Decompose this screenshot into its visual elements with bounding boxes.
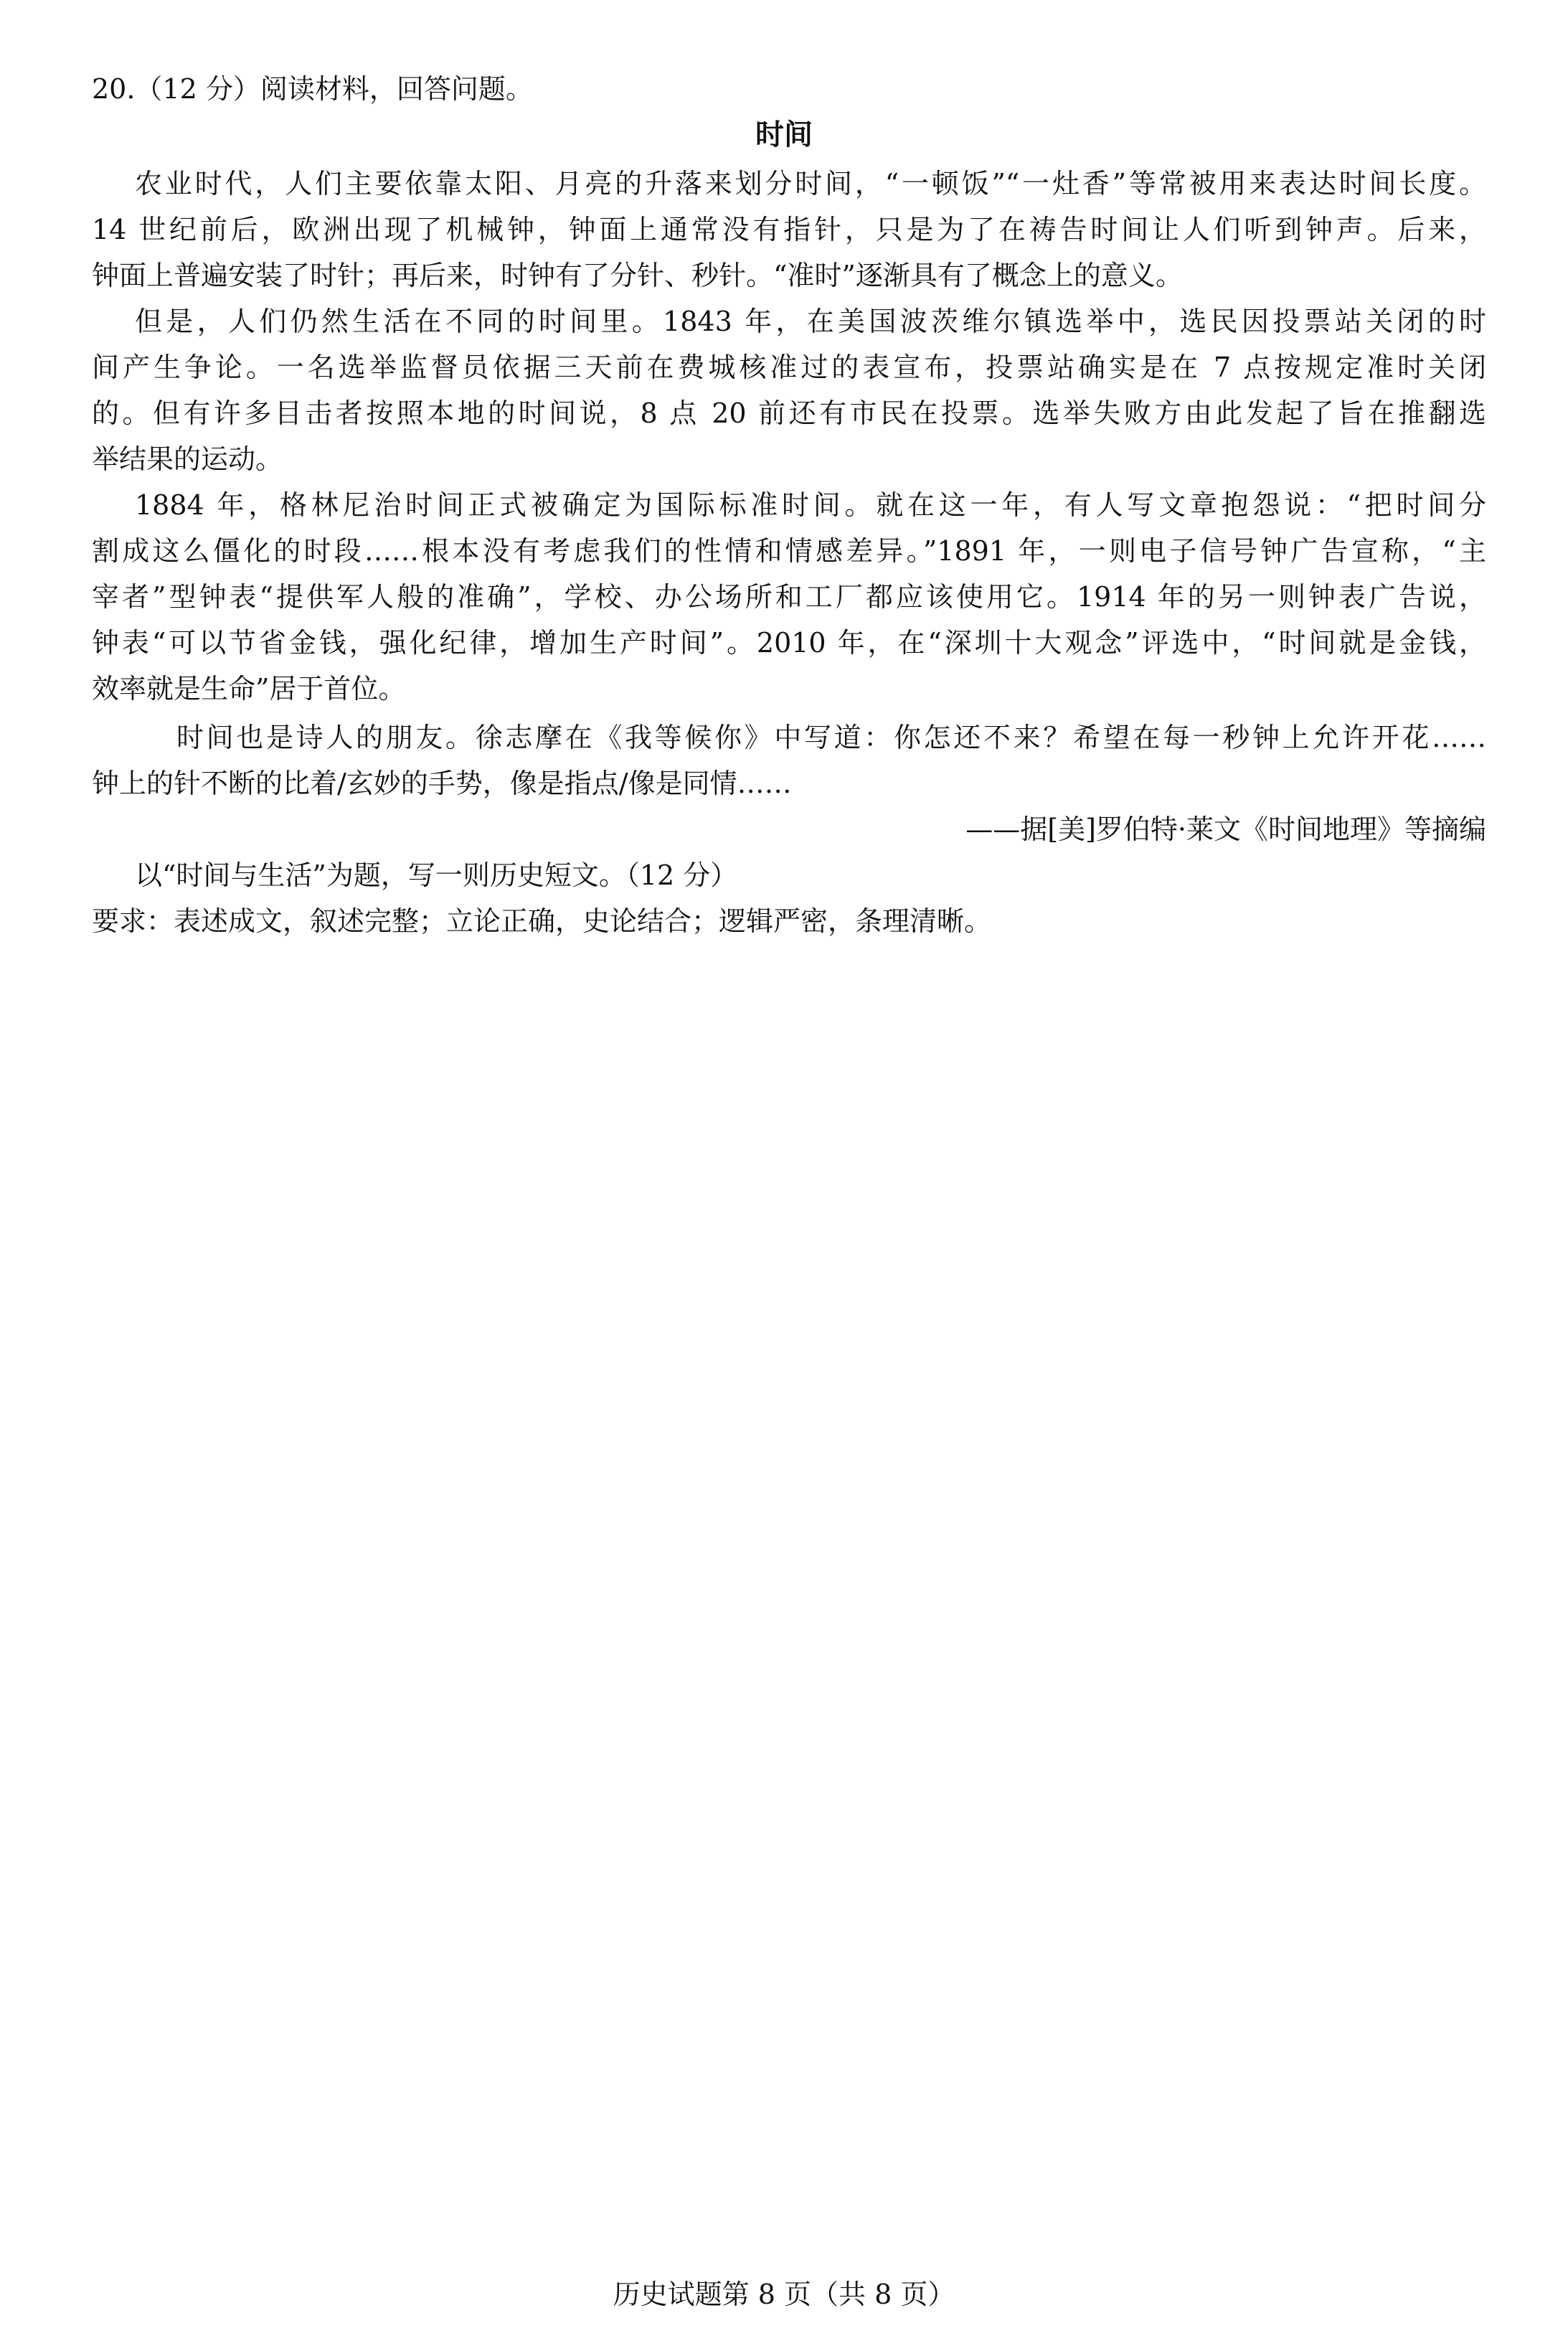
paragraph-4-line-2: 钟上的针不断的比着/玄妙的手势，像是指点/像是同情…… (92, 768, 792, 799)
paragraph-3-line-5: 效率就是生命”居于首位。 (92, 673, 406, 705)
paragraph-2-line-3: 的。但有许多目击者按照本地的时间说，8 点 20 前还有市民在投票。选举失败方由此发起了旨在推翻选 (92, 397, 1486, 429)
material-title: 时间 (755, 118, 813, 151)
task-prompt: 以“时间与生活”为题，写一则历史短文。（12 分） (135, 859, 738, 891)
paragraph-3-line-2: 割成这么僵化的时段……根本没有考虑我们的性情和情感差异。”1891 年，一则电子信号钟广告宣称，“主 (92, 535, 1486, 567)
paragraph-1-line-2: 14 世纪前后，欧洲出现了机械钟，钟面上通常没有指针，只是为了在祷告时间让人们听到钟声。后来， (92, 214, 1486, 245)
paragraph-1-line-1: 农业时代，人们主要依靠太阳、月亮的升落来划分时间，“一顿饭”“一灶香”等常被用来表达时间长度。 (135, 168, 1486, 199)
source-citation: ——据[美]罗伯特·莱文《时间地理》等摘编 (965, 814, 1486, 845)
paragraph-4-line-1: 时间也是诗人的朋友。徐志摩在《我等候你》中写道：你怎还不来？希望在每一秒钟上允许开花…… (176, 722, 1486, 753)
paragraph-3-line-3: 宰者”型钟表“提供军人般的准确”，学校、办公场所和工厂都应该使用它。1914 年的另一则钟表广告说， (92, 581, 1486, 613)
paragraph-3-line-1: 1884 年，格林尼治时间正式被确定为国际标准时间。就在这一年，有人写文章抱怨说：“把时间分 (135, 489, 1486, 521)
page-footer: 历史试题第 8 页（共 8 页） (613, 2279, 955, 2310)
paragraph-1-line-3: 钟面上普遍安装了时针；再后来，时钟有了分针、秒针。“准时”逐渐具有了概念上的意义。 (92, 260, 1183, 291)
paragraph-2-line-2: 间产生争论。一名选举监督员依据三天前在费城核准过的表宣布，投票站确实是在 7 点按规定准时关闭 (92, 352, 1486, 383)
paragraph-2-line-4: 举结果的运动。 (92, 443, 283, 475)
paragraph-2-line-1: 但是，人们仍然生活在不同的时间里。1843 年，在美国波茨维尔镇选举中，选民因投票站关闭的时 (135, 306, 1486, 337)
question-header: 20.（12 分）阅读材料，回答问题。 (92, 73, 533, 105)
answer-requirements: 要求：表述成文，叙述完整；立论正确，史论结合；逻辑严密，条理清晰。 (92, 905, 992, 937)
paragraph-3-line-4: 钟表“可以节省金钱，强化纪律，增加生产时间”。2010 年，在“深圳十大观念”评选中，“时间就是金钱， (92, 627, 1486, 659)
